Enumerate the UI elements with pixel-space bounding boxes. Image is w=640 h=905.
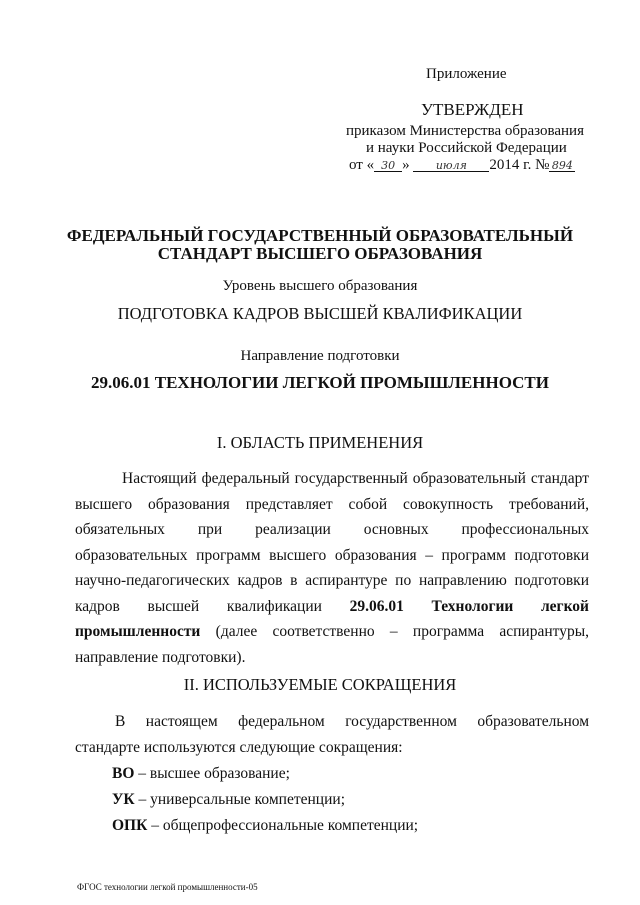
section2-intro (75, 709, 589, 760)
section1-heading: I. ОБЛАСТЬ ПРИМЕНЕНИЯ (216, 433, 424, 452)
abbreviation-description: – высшее образование; (134, 765, 290, 782)
date-quote-close: » (402, 157, 410, 173)
abbreviation-item (112, 816, 418, 836)
section1-paragraph (75, 466, 589, 670)
abbreviation-code: УК (112, 791, 135, 808)
abbreviation-item (112, 790, 345, 810)
level-label: Уровень высшего образования (222, 278, 418, 294)
date-prefix: от « (349, 157, 375, 173)
date-day-field (374, 155, 402, 172)
level-value: ПОДГОТОВКА КАДРОВ ВЫСШЕЙ КВАЛИФИКАЦИИ (117, 304, 523, 323)
direction-value: 29.06.01 ТЕХНОЛОГИИ ЛЕГКОЙ ПРОМЫШЛЕННОСТИ (91, 373, 549, 392)
abbreviation-item (112, 764, 290, 784)
order-line-1: приказом Министерства образования (346, 123, 584, 139)
date-month: июля (435, 159, 467, 172)
section2-heading: II. ИСПОЛЬЗУЕМЫЕ СОКРАЩЕНИЯ (183, 675, 457, 694)
order-number: 894 (551, 159, 573, 172)
section1-text-part2: (далее соответственно – программа аспирантуры, направление подготовки). (75, 623, 589, 666)
abbreviation-description: – общепрофессиональные компетенции; (147, 817, 419, 834)
abbreviation-code: ОПК (112, 817, 148, 834)
title-line-1: ФЕДЕРАЛЬНЫЙ ГОСУДАРСТВЕННЫЙ ОБРАЗОВАТЕЛЬНЫЙ (66, 226, 574, 245)
date-day: 30 (381, 159, 396, 172)
date-year: 2014 г. № (489, 157, 550, 173)
order-date-line (349, 155, 575, 175)
section2-intro-text: В настоящем федеральном государственном образовательном стандарте используются следующие сокращения: (75, 713, 589, 756)
section1-text-bold: 29.06.01 Технологии легкой промышленности (75, 597, 589, 640)
direction-label: Направление подготовки (240, 348, 400, 364)
section1-text-part1: Настоящий федеральный государственный образовательный стандарт высшего образования представляет собой совокупность требований, обязательных при реализации основных профессиональных образовательных программ высшего образования – программ подготовки научно-педагогических кадров в аспирантуре по направлению подготовки кадров высшей квалификации (75, 470, 589, 615)
page-footer: ФГОС технологии легкой промышленности-05 (77, 882, 258, 892)
abbreviation-description: – универсальные компетенции; (134, 791, 345, 808)
order-line-2: и науки Российской Федерации (366, 140, 567, 156)
approved-label: УТВЕРЖДЕН (421, 100, 524, 119)
appendix-label: Приложение (426, 66, 507, 82)
title-line-2: СТАНДАРТ ВЫСШЕГО ОБРАЗОВАНИЯ (157, 244, 483, 263)
date-month-field (413, 155, 489, 172)
order-number-field (549, 155, 575, 172)
abbreviation-code: ВО (112, 765, 135, 782)
